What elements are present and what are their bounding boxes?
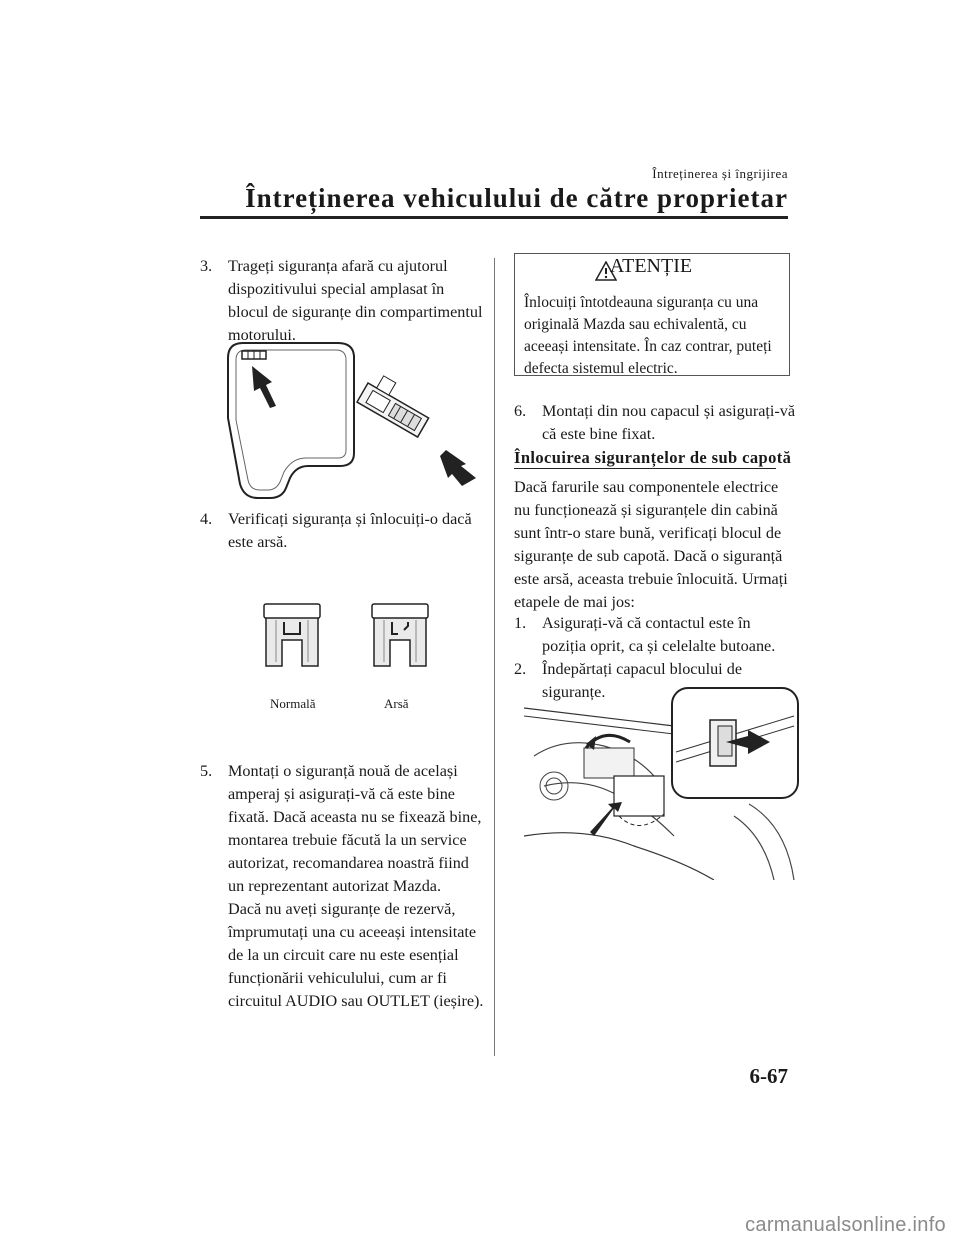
step-6-number: 6. <box>514 402 527 420</box>
normal-fuse-caption: Normală <box>270 696 316 711</box>
blown-fuse-caption: Arsă <box>384 696 409 711</box>
step-5-number: 5. <box>200 762 213 780</box>
step-3 <box>200 255 490 347</box>
header-section-label: Întreținerea și îngrijirea <box>652 166 788 181</box>
step-4 <box>200 508 490 554</box>
step-4-text: Verificați siguranța și înlocuiți-o dacă este arsă. <box>228 510 472 551</box>
step-2-number: 2. <box>514 660 527 678</box>
engine-bay-fuse-cover-illustration <box>524 686 800 880</box>
step-4-number: 4. <box>200 510 213 528</box>
step-3-number: 3. <box>200 257 213 275</box>
step-1 <box>514 612 804 658</box>
step-5 <box>200 760 490 1013</box>
section-heading: Înlocuirea siguranțelor de sub capotă <box>514 448 792 467</box>
caution-title: ATENȚIE <box>609 255 693 277</box>
column-divider <box>494 258 495 1056</box>
caution-text: Înlocuiți întotdeauna siguranța cu una originală Mazda sau echivalentă, cu aceeași intensitate. În caz contrar, puteți defecta sistemul electric. <box>524 294 772 377</box>
step-5-text: Montați o siguranță nouă de același amperaj și asigurați-vă că este bine fixată. Dacă aceasta nu se fixează bine, montarea trebuie făcută la un service autorizat, recomandarea noastră fiind un reprezentant autorizat Mazda. Dacă nu aveți siguranțe de rezervă, împrumutați una cu aceeași intensitate de la un circuit care nu este esențial funcționării vehiculului, cum ar fi circuitul AUDIO sau OUTLET (ieșire). <box>228 762 484 1010</box>
step-3-text: Trageți siguranța afară cu ajutorul dispozitivului special amplasat în blocul de siguranțe din compartimentul motorului. <box>228 257 483 344</box>
page-number: 6-67 <box>749 1064 788 1088</box>
step-6 <box>514 400 804 446</box>
header-rule <box>200 216 788 219</box>
step-1-text: Asigurați-vă că contactul este în poziția oprit, ca și celelalte butoane. <box>542 614 776 655</box>
step-6-text: Montați din nou capacul și asigurați-vă că este bine fixat. <box>542 402 796 443</box>
page-title: Întreținerea vehiculului de către proprietar <box>245 183 788 213</box>
step-1-number: 1. <box>514 614 527 632</box>
step-2-text: Îndepărtați capacul blocului de siguranțe. <box>542 660 743 701</box>
normal-fuse-illustration <box>262 600 324 672</box>
watermark: carmanualsonline.info <box>745 1214 946 1236</box>
blown-fuse-illustration <box>370 600 432 672</box>
fuse-puller-illustration <box>218 338 480 503</box>
section-heading-rule <box>514 468 776 469</box>
section-intro: Dacă farurile sau componentele electrice nu funcționează și siguranțele din cabină sunt într-o stare bună, verificați blocul de siguranțe de sub capotă. Dacă o siguranță este arsă, aceasta trebuie înlocuită. Urmați etapele de mai jos: <box>514 478 788 611</box>
